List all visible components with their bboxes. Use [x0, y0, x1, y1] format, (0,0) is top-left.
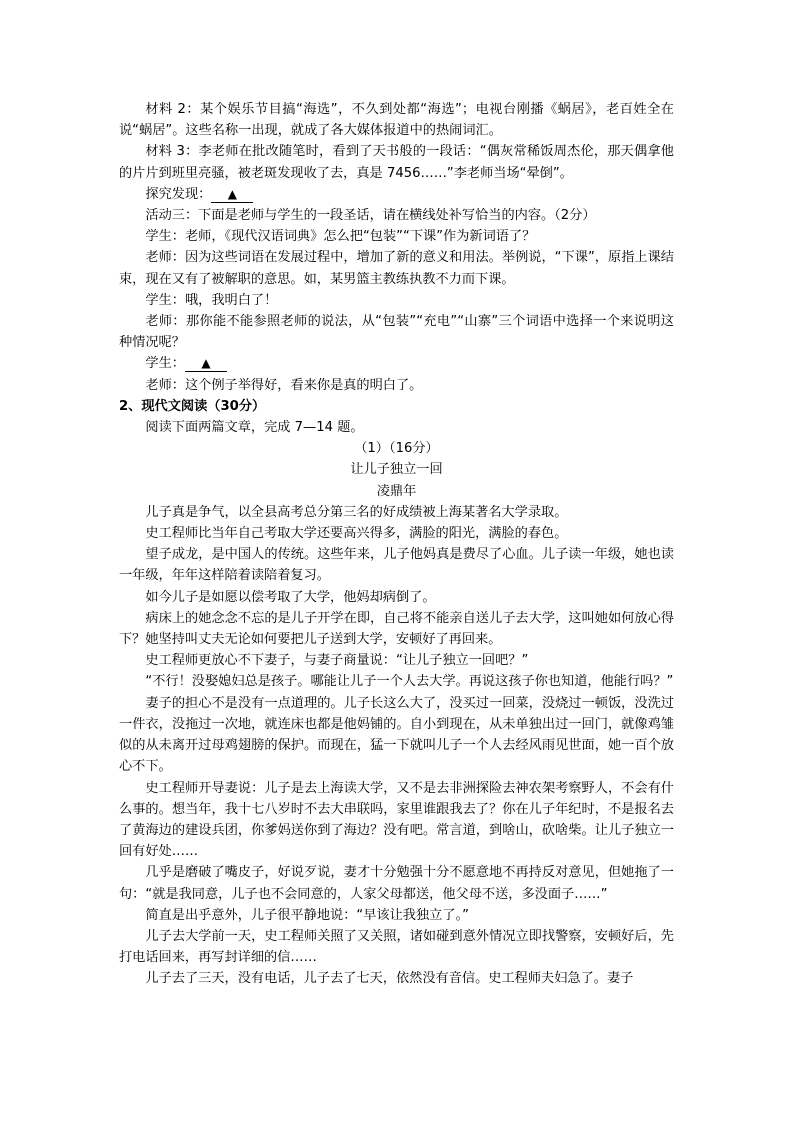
answer-blank[interactable] [185, 356, 227, 372]
document-body [119, 99, 674, 990]
triangle-marker-icon: ▲ [227, 186, 237, 201]
article-number: （1）（16分） [354, 441, 439, 457]
article-paragraph: 史工程师比当年自己考取大学还要高兴得多，满脸的阳光，满脸的春色。 [145, 526, 568, 542]
article-paragraph: 简直是出乎意外，儿子很平静地说：“早该让我独立了。” [145, 907, 469, 923]
article-title: 让儿子独立一回 [350, 462, 443, 478]
article-paragraph: 几乎是磨破了嘴皮子，好说歹说，妻才十分勉强十分不愿意地不再持反对意见，但她拖了一句：“就是我同意，儿子也不会同意的，人家父母都送，他父母不送，多没面子……” [119, 865, 674, 902]
article-paragraph: 病床上的她念念不忘的是儿子开学在即，自己将不能亲自送儿子去大学，这叫她如何放心得下？她坚持叫丈夫无论如何要把儿子送到大学，安顿好了再回来。 [119, 610, 674, 648]
dialogue-line: 老师：那你能不能参照老师的说法，从“包装”“充电”“山寨”三个词语中选择一个来说明这种情况呢？ [119, 314, 674, 351]
answer-blank[interactable] [211, 187, 253, 203]
dialogue-line: 学生：哦，我明白了！ [145, 292, 278, 308]
material-3-paragraph: 材料 3：李老师在批改随笔时，看到了天书般的一段话：“偶灰常稀饭周杰伦，那天偶拿他的片片到班里亮骚，被老斑发现收了去，真是 7456……”李老师当场“晕倒”。 [119, 144, 674, 181]
article-paragraph: 望子成龙，是中国人的传统。这些年来，儿子他妈真是费尽了心血。儿子读一年级，她也读一年级，年年这样陪着读陪着复习。 [119, 547, 674, 584]
article-paragraph: 儿子去大学前一天，史工程师关照了又关照，诸如碰到意外情况立即找警察，安顿好后，先打电话回来，再写封详细的信…… [119, 928, 674, 966]
article-paragraph: 妻子的担心不是没有一点道理的。儿子长这么大了，没买过一回菜，没烧过一顿饭，没洗过一件衣，没拖过一次地，就连床也都是他妈铺的。自小到现在，从未单独出过一回门，就像鸡雏似的从未离开过母鸡翅膀的保护。而现在，猛一下就叫儿子一个人去经风雨见世面，她一百个放心不下。 [119, 695, 674, 775]
article-paragraph: 儿子真是争气，以全县高考总分第三名的好成绩被上海某著名大学录取。 [145, 504, 568, 520]
student-label: 学生： [145, 356, 185, 372]
dialogue-line: 学生：老师，《现代汉语词典》怎么把“包装”“下课”作为新词语了？ [145, 229, 536, 245]
triangle-marker-icon: ▲ [201, 356, 211, 371]
dialogue-line: 老师：这个例子举得好，看来你是真的明白了。 [145, 377, 423, 393]
article-body [119, 502, 674, 990]
section-heading: 2、现代文阅读（30分） [119, 398, 266, 414]
article-author: 凌鼎年 [376, 483, 417, 499]
article-paragraph: “不行！没娶媳妇总是孩子。哪能让儿子一个人去大学。再说这孩子你也知道，他能行吗？” [145, 674, 674, 690]
discovery-prompt [119, 184, 674, 205]
material-2-paragraph: 材料 2：某个娱乐节目搞“海选”，不久到处都“海选”；电视台刚播《蜗居》，老百姓全在说“蜗居”。这些名称一出现，就成了各大媒体报道中的热闹词汇。 [119, 102, 674, 139]
dialogue-line: 老师：因为这些词语在发展过程中，增加了新的意义和用法。举例说，“下课”，原指上课结束，现在又有了被解职的意思。如，某男篮主教练执教不力而下课。 [119, 250, 674, 287]
article-paragraph: 儿子去了三天，没有电话，儿子去了七天，依然没有音信。史工程师夫妇急了。妻子 [145, 971, 634, 987]
article-paragraph: 史工程师更放心不下妻子，与妻子商量说：“让儿子独立一回吧？” [145, 653, 529, 669]
student-answer-line [119, 353, 674, 374]
reading-instruction: 阅读下面两篇文章，完成 7—14 题。 [145, 420, 364, 436]
discovery-label: 探究发现： [145, 186, 212, 202]
article-paragraph: 史工程师开导妻说：儿子是去上海读大学，又不是去非洲探险去神农架考察野人，不会有什么事的。想当年，我十七八岁时不去大串联吗，家里谁跟我去了？你在儿子年纪时，不是报名去了黄海边的建设兵团，你爹妈送你到了海边？没有吧。常言道，到啥山，砍啥柴。让儿子独立一回有好处…… [119, 780, 674, 860]
activity-3-instruction: 活动三：下面是老师与学生的一段圣话，请在横线处补写恰当的内容。（2分） [145, 208, 596, 224]
article-paragraph: 如今儿子是如愿以偿考取了大学，他妈却病倒了。 [145, 589, 436, 605]
